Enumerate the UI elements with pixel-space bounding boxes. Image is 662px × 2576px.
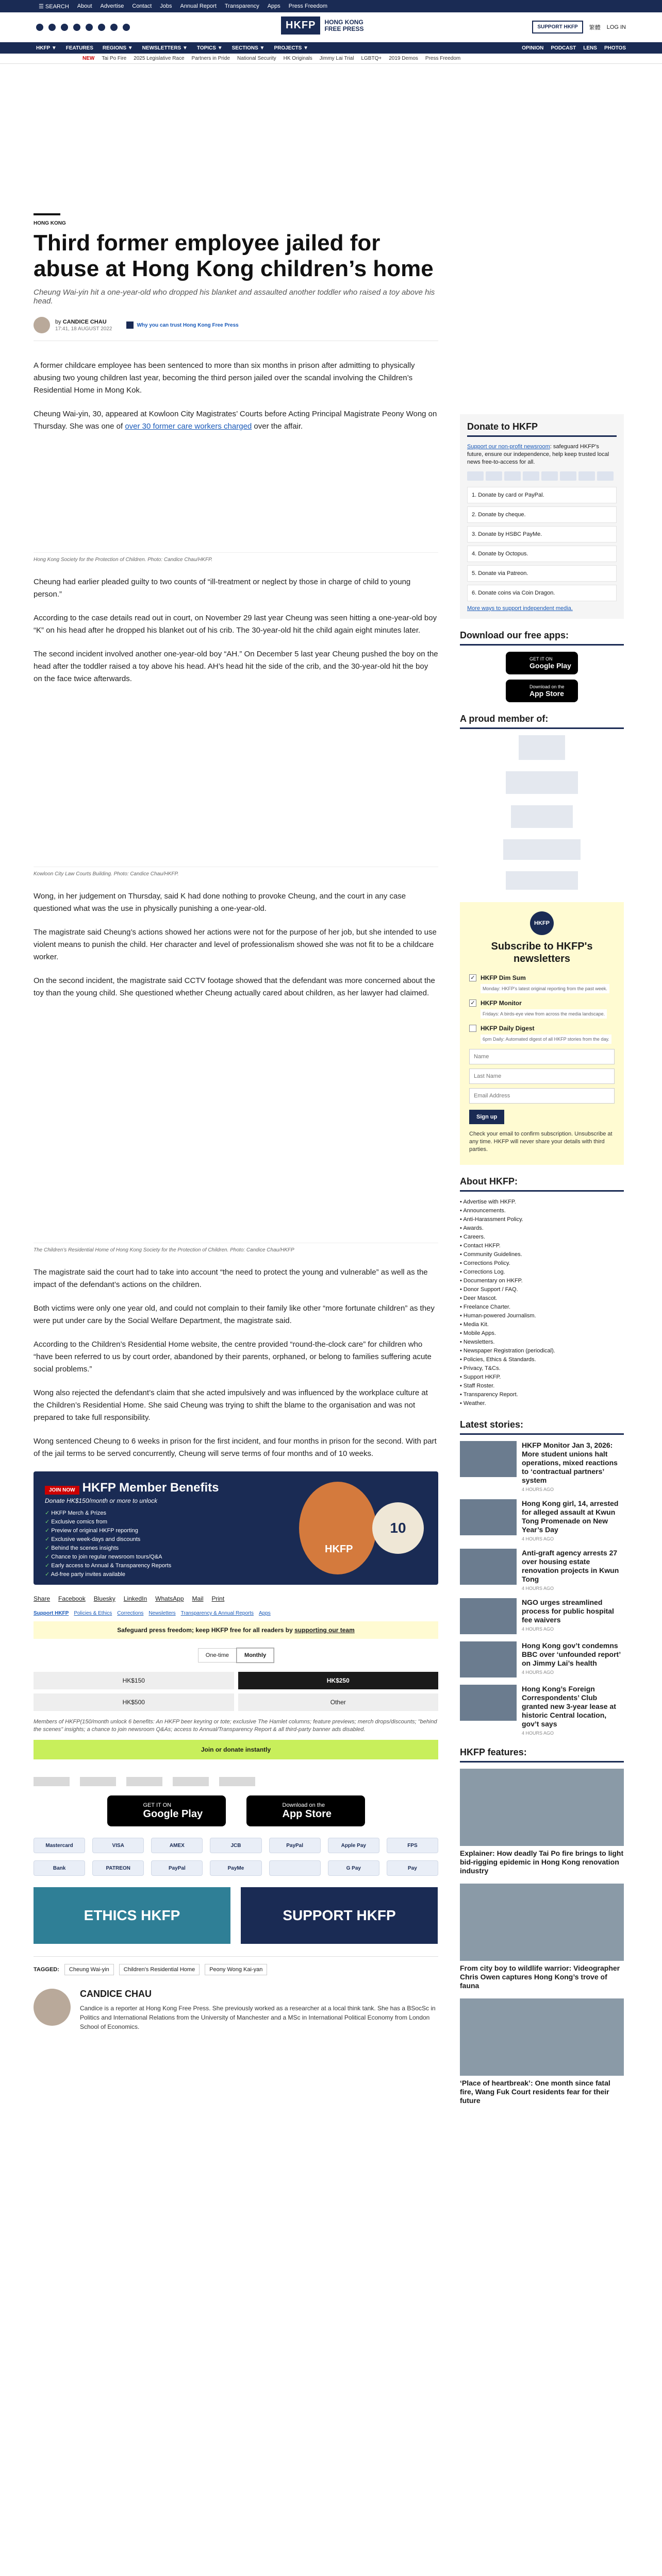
share-bar xyxy=(34,1595,438,1602)
mastercard-icon[interactable]: Mastercard xyxy=(34,1838,85,1853)
newsletter-option[interactable] xyxy=(469,973,615,993)
about-link[interactable]: • Corrections Log. xyxy=(460,1268,624,1277)
story-thumbnail xyxy=(460,1441,517,1477)
apple-pay-icon xyxy=(560,471,576,481)
youtube-icon[interactable] xyxy=(73,24,80,31)
app-store-button[interactable] xyxy=(246,1795,365,1826)
topbar-link-advertise[interactable]: Advertise xyxy=(100,3,124,9)
site-logo[interactable] xyxy=(281,16,363,35)
payment-icons xyxy=(467,471,617,481)
story-item[interactable] xyxy=(460,1598,624,1634)
paypal-icon xyxy=(541,471,558,481)
story-item[interactable] xyxy=(460,1641,624,1677)
story-title: Hong Kong’s Foreign Correspondents’ Club granted new 3-year lease at historic Central location, gov’t says xyxy=(522,1685,616,1728)
topbar-link-transparency[interactable]: Transparency xyxy=(224,3,259,9)
visa-icon xyxy=(486,471,502,481)
living-wage-logo[interactable] xyxy=(219,1777,255,1786)
image-placeholder xyxy=(34,444,438,552)
jcb-icon xyxy=(523,471,539,481)
footer-link[interactable]: Support HKFP xyxy=(34,1611,69,1616)
features-widget xyxy=(460,1747,624,2105)
about-link[interactable]: • Documentary on HKFP. xyxy=(460,1277,624,1285)
share-label: Share xyxy=(34,1595,51,1602)
benefit-item: ✓ Early access to Annual & Transparency Reports xyxy=(45,1562,427,1569)
newsletter-option[interactable] xyxy=(469,1024,615,1044)
feature-item[interactable] xyxy=(460,1769,624,1875)
topbar-link-press-freedom[interactable]: Press Freedom xyxy=(288,3,327,9)
story-time: 4 HOURS AGO xyxy=(522,1487,554,1492)
name-field[interactable] xyxy=(469,1049,615,1064)
join-donate-button[interactable]: Join or donate instantly xyxy=(34,1740,438,1759)
author-box-bio: Candice is a reporter at Hong Kong Free Press. She previously worked as a researcher at a local think tank. She has a BSocSc in Politics and International Relations from the University of Manchester and a MSc in International Political Economy from London School of Economics. xyxy=(80,2005,436,2030)
author-box-avatar xyxy=(34,1989,71,2026)
google-play-button[interactable] xyxy=(506,652,578,674)
story-time: 4 HOURS AGO xyxy=(522,1626,554,1632)
monthly-tab[interactable]: Monthly xyxy=(237,1648,274,1663)
donate-option[interactable]: 1. Donate by card or PayPal. xyxy=(467,487,617,503)
tagged-label: TAGGED: xyxy=(34,1967,59,1973)
amount-option-other[interactable]: Other xyxy=(238,1693,439,1711)
about-link[interactable]: • Freelance Charter. xyxy=(460,1303,624,1312)
topbar-link-contact[interactable]: Contact xyxy=(132,3,152,9)
about-link[interactable]: • Corrections Policy. xyxy=(460,1259,624,1268)
gp-label: Google Play xyxy=(143,1808,203,1820)
instagram-icon[interactable] xyxy=(61,24,68,31)
story-time: 4 HOURS AGO xyxy=(522,1670,554,1675)
author-box-name[interactable]: CANDICE CHAU xyxy=(80,1989,152,1999)
donate-options xyxy=(467,487,617,601)
donate-option[interactable]: 4. Donate by Octopus. xyxy=(467,546,617,562)
email-field[interactable] xyxy=(469,1088,615,1104)
newsletter-note: Check your email to confirm subscription. Unsubscribe at any time. HKFP will never share your details with third parties. xyxy=(469,1131,613,1153)
share-linkedin[interactable]: LinkedIn xyxy=(123,1595,147,1602)
newsletter-heading: Subscribe to HKFP's newsletters xyxy=(491,941,593,964)
ipi-logo[interactable] xyxy=(173,1777,209,1786)
logo-wordmark xyxy=(324,19,363,32)
feature-item[interactable] xyxy=(460,1998,624,2105)
story-thumbnail xyxy=(460,1549,517,1585)
paypal-icon[interactable]: PayPal xyxy=(269,1838,321,1853)
author-avatar xyxy=(34,317,50,333)
article xyxy=(34,213,438,2031)
amex-icon xyxy=(504,471,521,481)
about-link[interactable]: • Weather. xyxy=(460,1399,624,1408)
nav-topics[interactable]: TOPICS ▼ xyxy=(196,45,223,51)
trending-link[interactable]: HK Originals xyxy=(283,56,312,61)
trending-link[interactable]: Jimmy Lai Trial xyxy=(319,56,354,61)
title-rule xyxy=(34,213,60,215)
about-link[interactable]: • Announcements. xyxy=(460,1207,624,1215)
jti-logo[interactable] xyxy=(80,1777,116,1786)
nav-regions[interactable]: REGIONS ▼ xyxy=(102,45,133,51)
amount-option[interactable]: HK$500 xyxy=(34,1693,234,1711)
byline-text xyxy=(55,319,112,332)
trending-link[interactable]: 2025 Legislative Race xyxy=(134,56,185,61)
tag-link[interactable]: Children's Residential Home xyxy=(119,1964,200,1975)
feature-image xyxy=(460,1884,624,1961)
topbar-link-about[interactable]: About xyxy=(77,3,92,9)
benefit-item: ✓ Behind the scenes insights xyxy=(45,1545,427,1551)
living-wage-logo[interactable] xyxy=(506,871,578,890)
donate-option[interactable]: 3. Donate by HSBC PayMe. xyxy=(467,526,617,543)
about-link[interactable]: • Awards. xyxy=(460,1224,624,1233)
byline-prefix: by xyxy=(55,318,61,325)
payme-icon[interactable]: PayMe xyxy=(210,1860,261,1876)
benefit-item: ✓ HKFP Merch & Prizes xyxy=(45,1510,427,1516)
member-widget xyxy=(460,714,624,890)
language-switch[interactable]: 繁體 xyxy=(589,24,601,31)
facebook-icon[interactable] xyxy=(36,24,43,31)
donate-text xyxy=(467,443,617,466)
story-title: Hong Kong girl, 14, arrested for alleged assault at Kwun Tong Promenade on New Year’s Day xyxy=(522,1499,619,1534)
deer-mascot-illustration xyxy=(299,1482,376,1574)
bluesky-icon[interactable] xyxy=(98,24,105,31)
newsletter-name: HKFP Dim Sum xyxy=(481,974,526,981)
about-widget xyxy=(460,1176,624,1408)
google-pay-icon[interactable]: G Pay xyxy=(328,1860,379,1876)
apps-heading: Download our free apps: xyxy=(460,630,624,646)
non-profit-link[interactable]: Support our non-profit newsroom xyxy=(467,444,550,450)
donate-option[interactable]: 5. Donate via Patreon. xyxy=(467,565,617,582)
sidebar-app-buttons xyxy=(460,652,624,702)
about-link[interactable]: • Community Guidelines. xyxy=(460,1250,624,1259)
image-placeholder xyxy=(34,1011,438,1243)
x-icon[interactable] xyxy=(48,24,56,31)
paypal-alt-icon[interactable]: PayPal xyxy=(151,1860,203,1876)
payment-methods xyxy=(34,1838,438,1876)
story-title: Hong Kong gov’t condemns BBC over ‘unfounded report’ on Jimmy Lai’s health xyxy=(522,1641,621,1667)
about-link[interactable]: • Newsletters. xyxy=(460,1338,624,1347)
nav-opinion[interactable]: OPINION xyxy=(522,45,544,51)
newsletter-option[interactable] xyxy=(469,998,615,1019)
story-item[interactable] xyxy=(460,1549,624,1591)
about-link[interactable]: • Policies, Ethics & Standards. xyxy=(460,1355,624,1364)
latest-stories-widget xyxy=(460,1419,624,1736)
nav-lens[interactable]: LENS xyxy=(583,45,597,51)
ethics-banner[interactable]: ETHICS HKFP xyxy=(34,1887,230,1944)
paragraph: Wong sentenced Cheung to 6 weeks in prison for the first incident, and four months in prison for the second. With part of the jail terms to be served concurrently, Cheung will serve terms of four months and of 10 weeks. xyxy=(34,1437,437,1458)
support-team-link[interactable]: supporting our team xyxy=(294,1626,355,1634)
support-banner[interactable]: SUPPORT HKFP xyxy=(241,1887,438,1944)
tag-link[interactable]: Peony Wong Kai-yan xyxy=(205,1964,267,1975)
paragraph-text: over the affair. xyxy=(252,422,303,431)
jcb-icon[interactable]: JCB xyxy=(210,1838,261,1853)
image-caption: Kowloon City Law Courts Building. Photo: Candice Chau/HKFP. xyxy=(34,867,438,877)
share-whatsapp[interactable]: WhatsApp xyxy=(155,1595,184,1602)
author-name[interactable]: CANDICE CHAU xyxy=(62,318,107,325)
article-title: Third former employee jailed for abuse at Hong Kong children’s home xyxy=(34,230,434,281)
sign-up-button[interactable]: Sign up xyxy=(469,1110,504,1124)
feature-title: Explainer: How deadly Tai Po fire brings to light bid-rigging epidemic in Hong Kong renovation industry xyxy=(460,1849,624,1875)
mastercard-icon xyxy=(467,471,484,481)
google-play-button[interactable] xyxy=(107,1795,226,1826)
fps-icon xyxy=(578,471,595,481)
more-ways-link[interactable]: More ways to support independent media. xyxy=(467,605,573,612)
author-box xyxy=(34,1989,438,2031)
story-thumbnail xyxy=(460,1685,517,1721)
share-mail[interactable]: Mail xyxy=(192,1595,204,1602)
about-link[interactable]: • Careers. xyxy=(460,1233,624,1242)
paragraph: Wong also rejected the defendant’s claim that she acted impulsively and was influenced by the workplace culture at the Children’s Residential Home. She said Cheung was trying to shift the blame to the organisation and was not prepared to take full responsibility. xyxy=(34,1388,428,1422)
publish-date: 17:41, 18 AUGUST 2022 xyxy=(55,326,112,332)
trust-project-logo[interactable] xyxy=(519,735,565,760)
footer-link[interactable]: Newsletters xyxy=(148,1611,176,1616)
trending-link[interactable]: 2019 Demos xyxy=(389,56,418,61)
story-item[interactable] xyxy=(460,1499,624,1541)
as-label: App Store xyxy=(529,689,564,698)
story-thumbnail xyxy=(460,1641,517,1677)
safeguard-banner xyxy=(34,1621,438,1639)
trending-link[interactable]: National Security xyxy=(237,56,276,61)
benefit-item: ✓ Exclusive week-days and discounts xyxy=(45,1536,427,1543)
donate-option[interactable]: 6. Donate coins via Coin Dragon. xyxy=(467,585,617,601)
trending-link[interactable]: Partners in Pride xyxy=(191,56,230,61)
new-badge: NEW xyxy=(82,56,95,61)
feature-item[interactable] xyxy=(460,1884,624,1990)
topbar-link-apps[interactable]: Apps xyxy=(267,3,280,9)
hkfp-logo-icon: HKFP xyxy=(530,911,554,935)
social-icons xyxy=(36,24,130,31)
fps-icon[interactable]: FPS xyxy=(387,1838,438,1853)
about-link[interactable]: • Human-powered Journalism. xyxy=(460,1312,624,1320)
benefit-item: ✓ Chance to join regular newsroom tours/Q&A xyxy=(45,1553,427,1560)
site-header xyxy=(0,12,662,42)
search-link[interactable]: ☰ SEARCH xyxy=(39,3,69,10)
mascot-label: HKFP xyxy=(325,1544,353,1555)
nav-photos[interactable]: PHOTOS xyxy=(604,45,626,51)
ipi-logo[interactable] xyxy=(503,839,581,860)
login-link[interactable]: LOG IN xyxy=(606,24,626,30)
newsletter-name: HKFP Monitor xyxy=(481,999,522,1007)
nav-newsletters[interactable]: NEWSLETTERS ▼ xyxy=(142,45,188,51)
paragraph xyxy=(34,408,438,433)
samsung-pay-icon[interactable]: Pay xyxy=(387,1860,438,1876)
trending-link[interactable]: LGBTQ+ xyxy=(361,56,382,61)
nav-projects[interactable]: PROJECTS ▼ xyxy=(274,45,309,51)
trending-bar xyxy=(0,54,662,64)
tag-link[interactable]: Cheung Wai-yin xyxy=(64,1964,114,1975)
story-item[interactable] xyxy=(460,1441,624,1492)
image-caption: Hong Kong Society for the Protection of Children. Photo: Candice Chau/HKFP. xyxy=(34,552,438,563)
about-link[interactable]: • Privacy, T&Cs. xyxy=(460,1364,624,1373)
donation-amounts xyxy=(34,1672,438,1711)
article-lede: Cheung Wai-yin hit a one-year-old who dropped his blanket and assaulted another toddler who raised a toy above his head. xyxy=(34,288,435,306)
visa-icon[interactable]: VISA xyxy=(92,1838,144,1853)
paragraph-text: Cheung Wai-yin, 30, appeared at Kowloon City Magistrates’ Courts before Acting Principal Magistrate Peony Wong on Thursday. She was one of xyxy=(34,410,437,431)
byline xyxy=(34,317,438,333)
paragraph: On the second incident, the magistrate said CCTV footage showed that the defendant was more concerned about the toy than the young child. She questioned whether Cheung actually cared about children, as her lawyer had claimed. xyxy=(34,976,435,997)
one-time-tab[interactable]: One-time xyxy=(198,1648,237,1663)
nav-hkfp[interactable]: HKFP ▼ xyxy=(36,45,57,51)
about-link[interactable]: • Contact HKFP. xyxy=(460,1242,624,1250)
amount-option-selected[interactable]: HK$250 xyxy=(238,1672,439,1689)
story-time: 4 HOURS AGO xyxy=(522,1536,554,1541)
checkbox[interactable] xyxy=(469,1025,476,1032)
checkbox-checked[interactable]: ✓ xyxy=(469,974,476,981)
support-hkfp-button[interactable]: SUPPORT HKFP xyxy=(532,21,583,33)
story-title: NGO urges streamlined process for public hospital fee waivers xyxy=(522,1598,614,1624)
patreon-icon xyxy=(597,471,614,481)
join-now-badge: JOIN NOW xyxy=(45,1486,79,1495)
logo-line-1: HONG KONG xyxy=(324,18,363,26)
app-store-button[interactable] xyxy=(506,680,578,702)
app-download-row xyxy=(34,1795,438,1826)
story-time: 4 HOURS AGO xyxy=(522,1731,554,1736)
threads-icon[interactable] xyxy=(86,24,93,31)
footer-link[interactable]: Policies & Ethics xyxy=(74,1611,112,1616)
about-link[interactable]: • Advertise with HKFP. xyxy=(460,1198,624,1207)
topbar-link-jobs[interactable]: Jobs xyxy=(160,3,172,9)
linkedin-icon[interactable] xyxy=(123,24,130,31)
jti-logo[interactable] xyxy=(506,771,578,794)
care-workers-charged-link[interactable]: over 30 former care workers charged xyxy=(125,422,252,431)
paragraph: A former childcare employee has been sentenced to more than six months in prison after admitting to physically abusing two young children last year, becoming the third person jailed over the scandal involving the Children’s Residential Home in Mong Kok. xyxy=(34,361,415,395)
member-benefits-banner[interactable] xyxy=(34,1471,438,1585)
promo-banners xyxy=(34,1887,438,1944)
tags-row xyxy=(34,1956,438,1975)
apps-widget xyxy=(460,630,624,702)
about-link[interactable]: • Transparency Report. xyxy=(460,1391,624,1399)
rss-icon[interactable] xyxy=(110,24,118,31)
story-item[interactable] xyxy=(460,1685,624,1736)
sidebar xyxy=(460,414,624,2113)
main-navigation xyxy=(0,42,662,54)
member-heading: A proud member of: xyxy=(460,714,624,729)
feature-title: ‘Place of heartbreak’: One month since fatal fire, Wang Fuk Court residents fear for their future xyxy=(460,2079,610,2105)
search-label: SEARCH xyxy=(45,3,69,10)
last-name-field[interactable] xyxy=(469,1069,615,1084)
sopa-logo[interactable] xyxy=(511,805,573,828)
octopus-icon[interactable] xyxy=(269,1860,321,1876)
patreon-icon[interactable]: PATREON xyxy=(92,1860,144,1876)
as-top: Download on the xyxy=(529,684,565,689)
trust-link-label: Why you can trust Hong Kong Free Press xyxy=(137,322,239,328)
topbar-link-annual-report[interactable]: Annual Report xyxy=(180,3,217,9)
members-note: Members of HKFP(150/month unlock 6 benefits: An HKFP beer keyring or tote; exclusive The Hamlet columns; feature previews; merch drops/discounts; "behind the scenes" insights; a chance to join newsroom Q&As; access to Annual/Transparency Report & all third-party banner ads disabled. xyxy=(34,1719,437,1733)
apple-pay-icon[interactable]: Apple Pay xyxy=(328,1838,379,1853)
footer-link[interactable]: Apps xyxy=(259,1611,271,1616)
feature-image xyxy=(460,1998,624,2076)
ten-years-badge: 10 xyxy=(372,1502,424,1554)
logo-mark: HKFP xyxy=(281,16,320,35)
benefit-item: ✓ Ad-free party invites available xyxy=(45,1571,427,1578)
donate-heading: Donate to HKFP xyxy=(467,421,617,437)
trust-link[interactable] xyxy=(126,321,238,329)
share-facebook[interactable]: Facebook xyxy=(58,1595,86,1602)
paragraph: The magistrate said Cheung’s actions showed her actions were not for the purpose of her job, but she intended to use violent means to punish the child. Her character and level of professionalism showed she was not fit to be a childcare worker. xyxy=(34,928,437,961)
trending-link[interactable]: Tai Po Fire xyxy=(102,56,127,61)
nav-right xyxy=(522,45,626,51)
newsletter-widget xyxy=(460,902,624,1165)
story-thumbnail xyxy=(460,1499,517,1535)
newsletter-desc: Fridays: A birds-eye view from across the media landscape. xyxy=(481,1009,607,1019)
gp-top: GET IT ON xyxy=(143,1802,172,1808)
paragraph: According to the case details read out in court, on November 29 last year Cheung was seen hitting a one-year-old boy “K” on his head after he dropped his blanket out of his crib. The 30-year-old hit the child again eight minutes later. xyxy=(34,614,437,635)
member-logos xyxy=(460,735,624,890)
about-link[interactable]: • Donor Support / FAQ. xyxy=(460,1285,624,1294)
article-footer-links xyxy=(34,1611,438,1616)
about-link[interactable]: • Support HKFP. xyxy=(460,1373,624,1382)
safeguard-text: Safeguard press freedom; keep HKFP free for all readers by xyxy=(117,1626,295,1634)
story-title: HKFP Monitor Jan 3, 2026: More student unions halt operations, mixed reactions to ‘contractual partners’ system xyxy=(522,1441,618,1484)
feature-image xyxy=(460,1769,624,1846)
footer-link[interactable]: Transparency & Annual Reports xyxy=(180,1611,254,1616)
paragraph: The second incident involved another one-year-old boy “AH.” On December 5 last year Cheung pushed the boy on the head after the toddler raised a toy above his head. AH’s head hit the side of the crib, and the 30-year-old hit the boy on the face twice afterwards. xyxy=(34,650,438,683)
share-bluesky[interactable]: Bluesky xyxy=(93,1595,115,1602)
about-list xyxy=(460,1198,624,1408)
partner-logos-row xyxy=(34,1777,438,1786)
about-link[interactable]: • Deer Mascot. xyxy=(460,1294,624,1303)
footer-link[interactable]: Corrections xyxy=(117,1611,144,1616)
as-label: App Store xyxy=(282,1808,332,1820)
sopa-logo[interactable] xyxy=(126,1777,162,1786)
story-thumbnail xyxy=(460,1598,517,1634)
about-link[interactable]: • Mobile Apps. xyxy=(460,1329,624,1338)
gp-top: GET IT ON xyxy=(529,656,553,662)
nav-features[interactable]: FEATURES xyxy=(65,45,93,51)
benefit-item: ✓ Exclusive comics from xyxy=(45,1518,427,1525)
hkfp-mini-icon xyxy=(126,321,134,329)
header-actions xyxy=(532,21,626,33)
benefits-title: HKFP Member Benefits xyxy=(82,1481,219,1495)
bank-icon[interactable]: Bank xyxy=(34,1860,85,1876)
paragraph: Both victims were only one year old, and could not complain to their family like other “more fortunate children” as they were put under care by the Social Welfare Department, the magistrate said. xyxy=(34,1304,435,1325)
paragraph: Wong, in her judgement on Thursday, said K had done nothing to provoke Cheung, and the court in any case questioned what was the use in physically punishing a one-year-old. xyxy=(34,892,406,913)
as-top: Download on the xyxy=(282,1802,325,1808)
about-link[interactable]: • Newspaper Registration (periodical). xyxy=(460,1347,624,1355)
donate-desc: : safeguard HKFP's future, ensure our independence, help keep trusted local news free-to-access for all. xyxy=(467,444,609,465)
donate-option[interactable]: 2. Donate by cheque. xyxy=(467,506,617,523)
amex-icon[interactable]: AMEX xyxy=(151,1838,203,1853)
benefit-item: ✓ Preview of original HKFP reporting xyxy=(45,1527,427,1534)
story-title: Anti-graft agency arrests 27 over housing estate renovation projects in Kwun Tong xyxy=(522,1549,619,1583)
about-link[interactable]: • Media Kit. xyxy=(460,1320,624,1329)
latest-heading: Latest stories: xyxy=(460,1419,624,1435)
feature-title: From city boy to wildlife warrior: Videographer Chris Owen captures Hong Kong’s trove of fauna xyxy=(460,1964,620,1990)
nav-podcast[interactable]: PODCAST xyxy=(551,45,576,51)
paragraph: Cheung had earlier pleaded guilty to two counts of “ill-treatment or neglect by those in charge of child to young person.” xyxy=(34,578,411,599)
newsletter-name: HKFP Daily Digest xyxy=(481,1025,535,1032)
benefits-subtitle: Donate HK$150/month or more to unlock xyxy=(45,1497,158,1504)
image-placeholder xyxy=(34,697,438,867)
frequency-toggle xyxy=(34,1648,438,1663)
gp-label: Google Play xyxy=(529,662,571,670)
about-heading: About HKFP: xyxy=(460,1176,624,1192)
trust-project-logo[interactable] xyxy=(34,1777,70,1786)
share-print[interactable]: Print xyxy=(211,1595,225,1602)
story-time: 4 HOURS AGO xyxy=(522,1586,554,1591)
checkbox-checked[interactable]: ✓ xyxy=(469,999,476,1007)
donate-widget xyxy=(460,414,624,619)
logo-line-2: FREE PRESS xyxy=(324,25,364,32)
about-link[interactable]: • Anti-Harassment Policy. xyxy=(460,1215,624,1224)
about-link[interactable]: • Staff Roster. xyxy=(460,1382,624,1391)
image-caption: The Children’s Residential Home of Hong Kong Society for the Protection of Children. Photo: Candice Chau/HKFP xyxy=(34,1243,438,1253)
newsletter-desc: Monday: HKFP's latest original reporting from the past week. xyxy=(481,984,609,993)
article-category[interactable]: HONG KONG xyxy=(34,221,66,226)
paragraph: The magistrate said the court had to take into account “the need to protect the young and vulnerable” as well as the impact of the defendant’s actions on the children. xyxy=(34,1268,428,1289)
top-utility-bar xyxy=(0,0,662,12)
amount-option[interactable]: HK$150 xyxy=(34,1672,234,1689)
nav-sections[interactable]: SECTIONS ▼ xyxy=(231,45,265,51)
newsletter-desc: 6pm Daily: Automated digest of all HKFP stories from the day. xyxy=(481,1035,611,1044)
features-heading: HKFP features: xyxy=(460,1747,624,1762)
paragraph: According to the Children’s Residential Home website, the centre provided “round-the-clock care” for children who “have been referred to us by court order, abandoned by their parents, orphaned, or belong to families suffering acute social problems.” xyxy=(34,1340,432,1374)
trending-link[interactable]: Press Freedom xyxy=(425,56,461,61)
